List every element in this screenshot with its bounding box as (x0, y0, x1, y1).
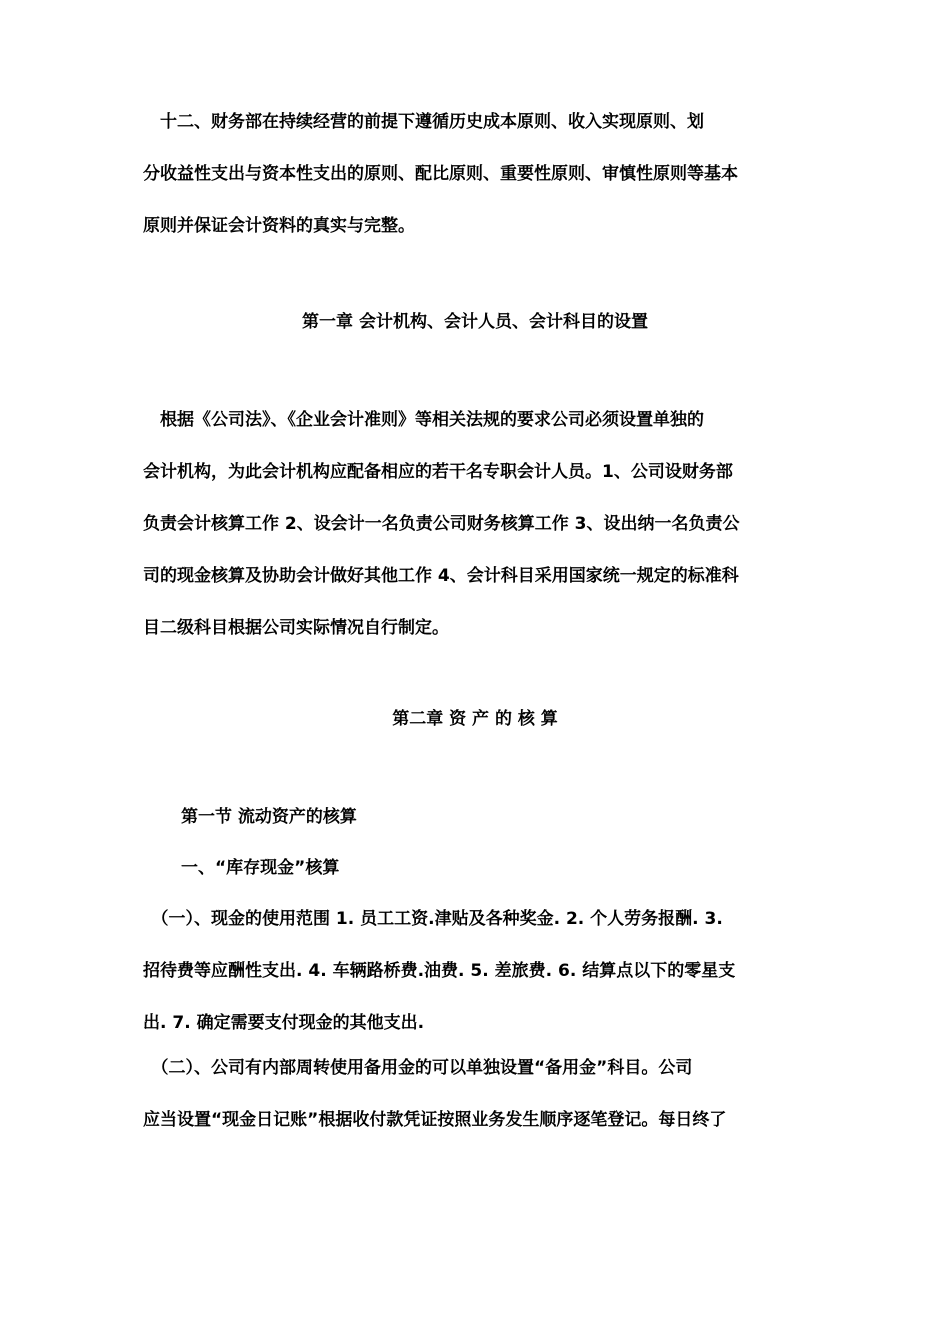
text-line: 十二、财务部在持续经营的前提下遵循历史成本原则、收入实现原则、划 (143, 112, 704, 132)
chapter-1-heading: 第一章 会计机构、会计人员、会计科目的设置 (302, 312, 648, 332)
text-line: 目二级科目根据公司实际情况自行制定。 (143, 618, 449, 638)
text-line: 一、“库存现金”核算 (181, 858, 340, 878)
text-line: 根据《公司法》、《企业会计准则》等相关法规的要求公司必须设置单独的 (143, 410, 704, 430)
text-line: （一）、现金的使用范围 1. 员工工资.津贴及各种奖金. 2. 个人劳务报酬. 3. (143, 909, 723, 929)
chapter-2-heading: 第二章 资 产 的 核 算 (392, 709, 558, 729)
section-1-heading (143, 791, 815, 843)
item-1-heading (143, 842, 815, 894)
petty-cash-paragraph (143, 1042, 815, 1146)
text-line: 负责会计核算工作 2、设会计一名负责公司财务核算工作 3、设出纳一名负责公 (143, 514, 740, 534)
text-line: （二）、公司有内部周转使用备用金的可以单独设置“备用金”科目。公司 (143, 1058, 693, 1078)
cash-usage-paragraph (143, 893, 815, 1049)
text-line: 第一节 流动资产的核算 (181, 807, 357, 827)
text-line: 原则并保证会计资料的真实与完整。 (143, 216, 415, 236)
text-line: 招待费等应酬性支出. 4. 车辆路桥费.油费. 5. 差旅费. 6. 结算点以下的零星支 (143, 961, 736, 981)
text-line: 分收益性支出与资本性支出的原则、配比原则、重要性原则、审慎性原则等基本 (143, 164, 738, 184)
text-line: 出. 7. 确定需要支付现金的其他支出. (143, 1013, 425, 1033)
paragraph-principles (143, 96, 815, 252)
chapter-1-body (143, 394, 815, 654)
text-line: 司的现金核算及协助会计做好其他工作 4、会计科目采用国家统一规定的标准科 (143, 566, 739, 586)
text-line: 会计机构，为此会计机构应配备相应的若干名专职会计人员。1、公司设财务部 (143, 462, 733, 482)
text-line: 应当设置“现金日记账”根据收付款凭证按照业务发生顺序逐笔登记。每日终了 (143, 1110, 727, 1130)
